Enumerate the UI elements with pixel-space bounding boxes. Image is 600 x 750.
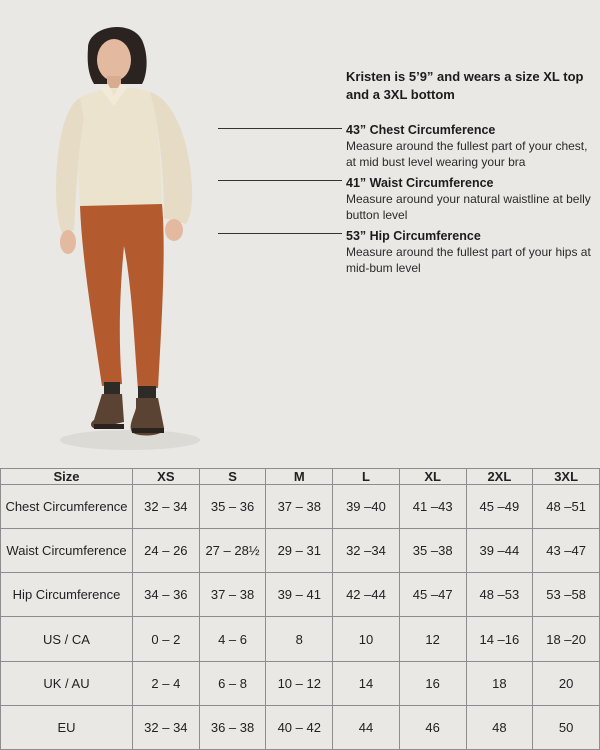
table-cell: 39 – 41 [266,573,333,617]
table-cell: 36 – 38 [199,705,266,749]
table-cell: 37 – 38 [199,573,266,617]
waist-measurement-title: 41” Waist Circumference [346,176,494,190]
table-row [1,661,600,705]
table-cell: 32 – 34 [133,705,200,749]
header-cell: XS [133,469,200,485]
table-cell: 29 – 31 [266,529,333,573]
table-cell: 44 [333,705,400,749]
header-cell: 2XL [466,469,533,485]
table-cell: 12 [399,617,466,661]
row-label: UK / AU [1,661,133,705]
size-header-row [1,469,600,485]
table-cell: 37 – 38 [266,485,333,529]
table-cell: 39 –44 [466,529,533,573]
table-cell: 42 –44 [333,573,400,617]
table-cell: 35 – 36 [199,485,266,529]
table-cell: 45 –49 [466,485,533,529]
table-cell: 48 –53 [466,573,533,617]
row-label: Chest Circumference [1,485,133,529]
row-label: Waist Circumference [1,529,133,573]
row-label: Hip Circumference [1,573,133,617]
chest-measurement-description: Measure around the fullest part of your chest, at mid bust level wearing your bra [346,139,588,169]
table-cell: 10 – 12 [266,661,333,705]
table-cell: 45 –47 [399,573,466,617]
chest-leader-line [218,128,342,129]
header-cell: S [199,469,266,485]
table-row [1,485,600,529]
table-cell: 10 [333,617,400,661]
table-cell: 40 – 42 [266,705,333,749]
row-label: US / CA [1,617,133,661]
chest-measurement [346,122,596,170]
table-cell: 14 [333,661,400,705]
table-cell: 20 [533,661,600,705]
table-cell: 4 – 6 [199,617,266,661]
chest-measurement-title: 43” Chest Circumference [346,123,496,137]
table-cell: 39 –40 [333,485,400,529]
header-cell: XL [399,469,466,485]
table-cell: 18 [466,661,533,705]
table-cell: 27 – 28½ [199,529,266,573]
model-illustration [40,18,220,458]
row-label: EU [1,705,133,749]
hip-measurement-title: 53” Hip Circumference [346,229,481,243]
table-cell: 8 [266,617,333,661]
table-cell: 35 –38 [399,529,466,573]
hip-leader-line [218,233,342,234]
table-cell: 2 – 4 [133,661,200,705]
table-cell: 34 – 36 [133,573,200,617]
model-fit-headline: Kristen is 5’9” and wears a size XL top and a 3XL bottom [346,69,584,102]
table-row [1,617,600,661]
table-cell: 50 [533,705,600,749]
header-cell: M [266,469,333,485]
table-cell: 6 – 8 [199,661,266,705]
hip-measurement [346,228,596,276]
waist-measurement-description: Measure around your natural waistline at belly button level [346,192,591,222]
header-cell: Size [1,469,133,485]
table-cell: 16 [399,661,466,705]
table-row [1,573,600,617]
table-cell: 41 –43 [399,485,466,529]
header-cell: 3XL [533,469,600,485]
hip-measurement-description: Measure around the fullest part of your hips at mid-bum level [346,245,591,275]
waist-leader-line [218,180,342,181]
header-cell: L [333,469,400,485]
size-chart-table [0,468,600,750]
table-cell: 32 – 34 [133,485,200,529]
table-cell: 46 [399,705,466,749]
table-cell: 43 –47 [533,529,600,573]
table-cell: 18 –20 [533,617,600,661]
waist-measurement [346,175,596,223]
table-cell: 24 – 26 [133,529,200,573]
table-row [1,529,600,573]
table-cell: 32 –34 [333,529,400,573]
table-cell: 48 –51 [533,485,600,529]
table-cell: 48 [466,705,533,749]
table-cell: 53 –58 [533,573,600,617]
table-cell: 0 – 2 [133,617,200,661]
table-cell: 14 –16 [466,617,533,661]
table-row [1,705,600,749]
